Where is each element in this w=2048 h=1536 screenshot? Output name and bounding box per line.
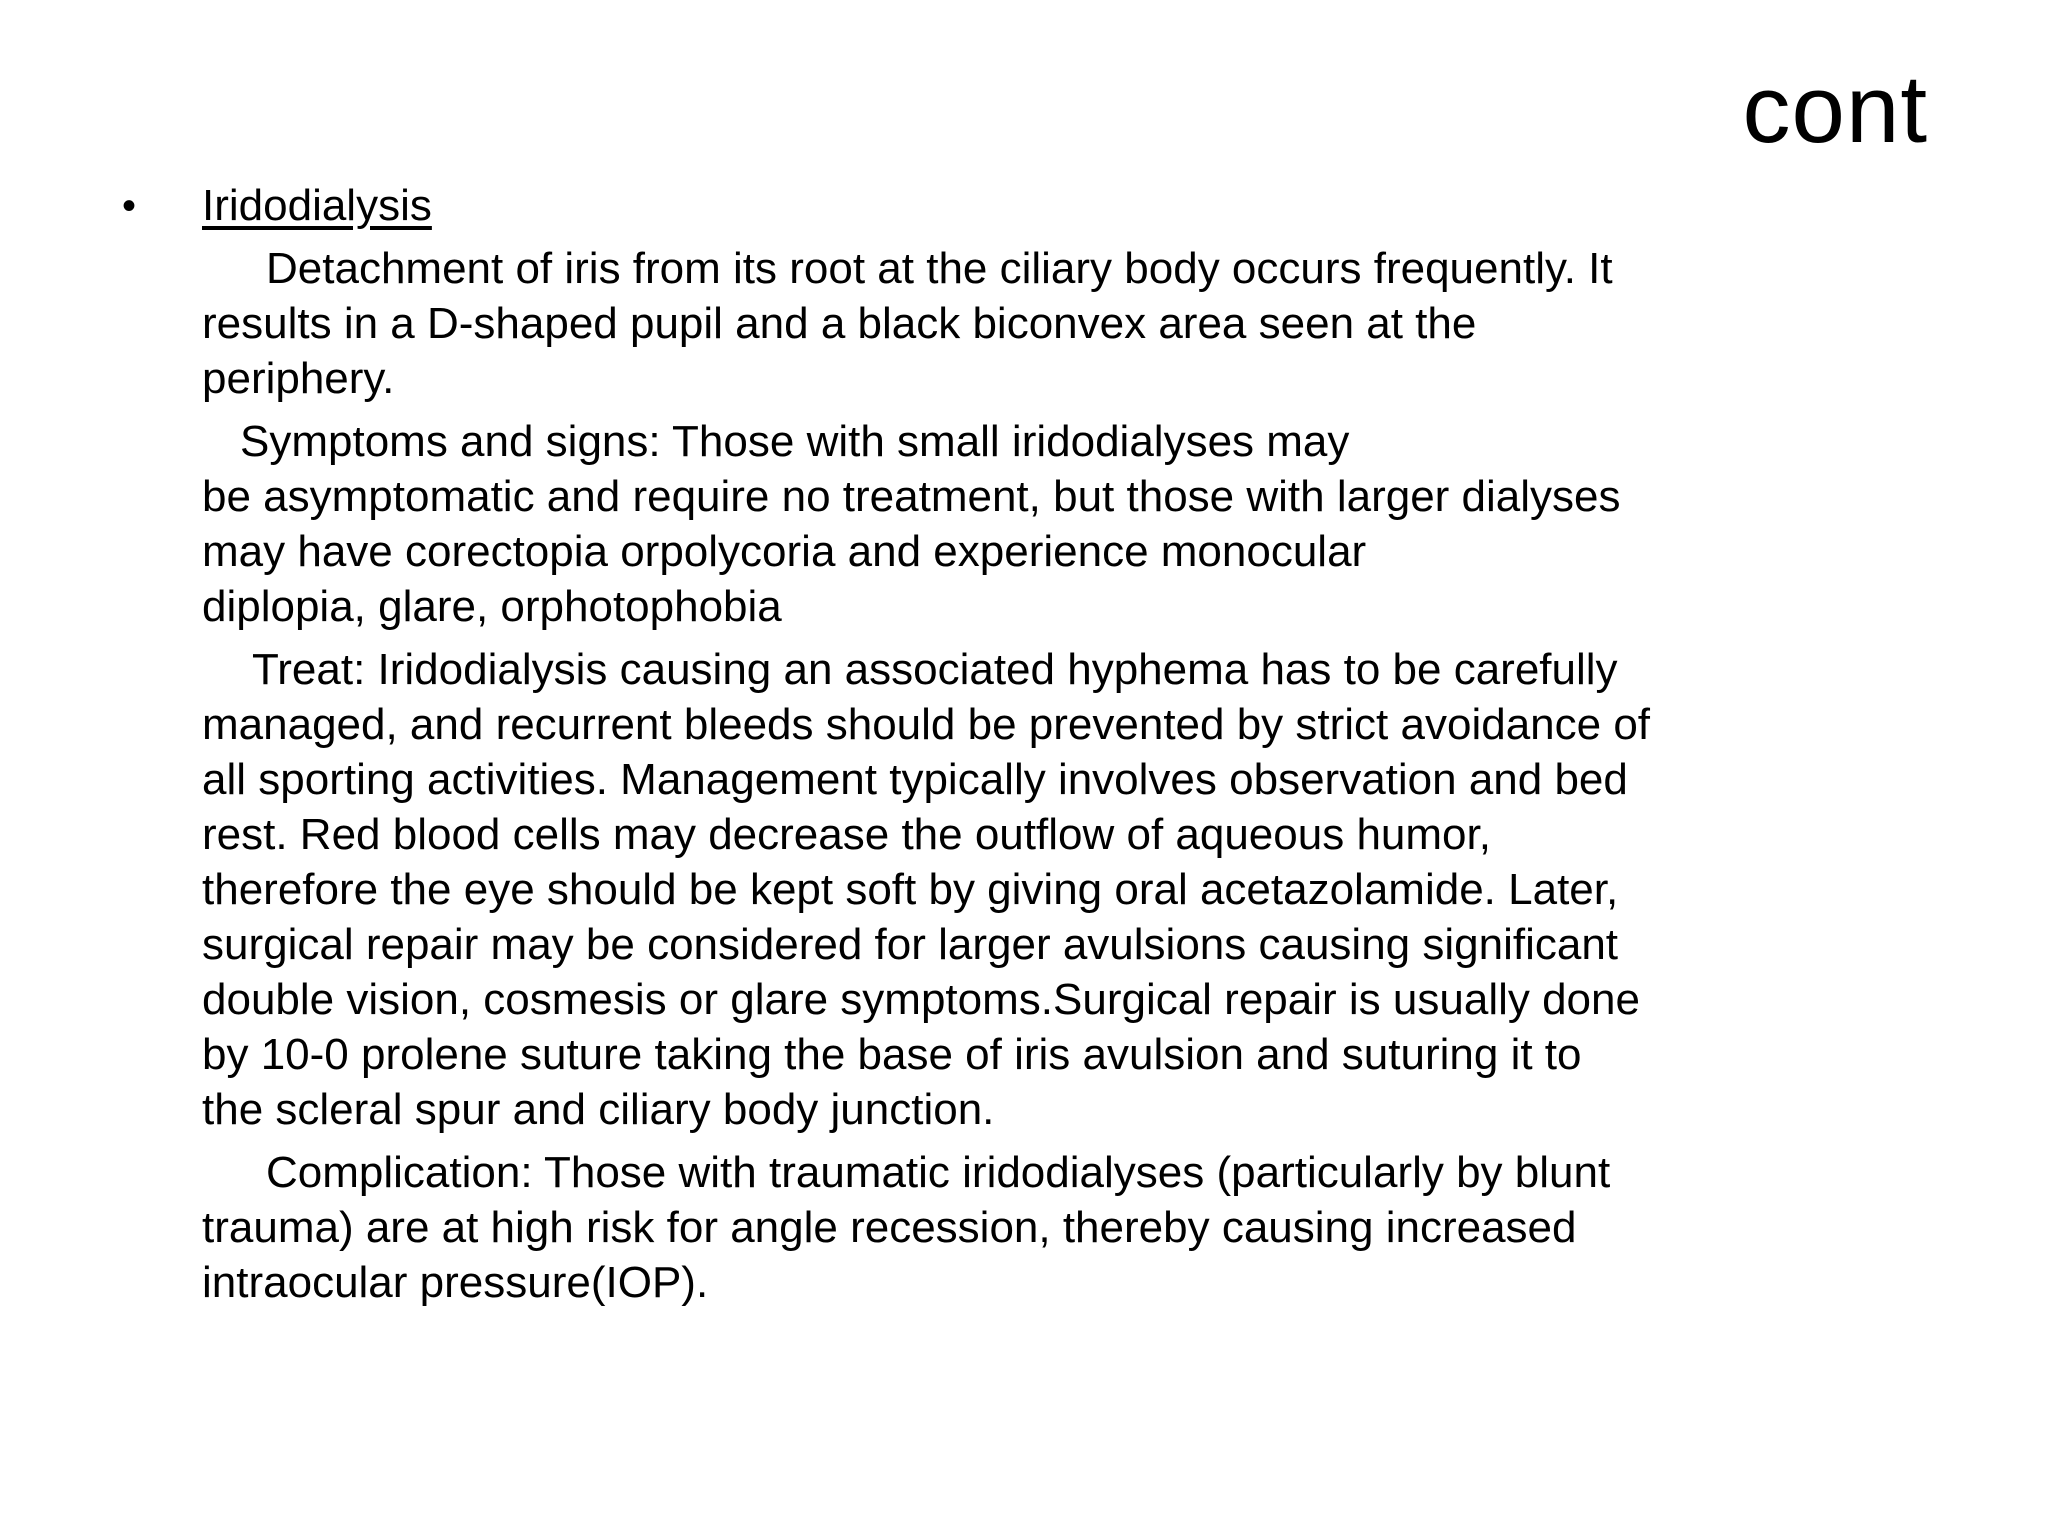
paragraph-line: diplopia, glare, orphotophobia (202, 582, 782, 631)
paragraph-line: results in a D-shaped pupil and a black biconvex area seen at the (202, 299, 1477, 348)
paragraph-line: Treat: Iridodialysis causing an associated hyphema has to be carefully (252, 645, 1618, 694)
paragraph-line: by 10-0 prolene suture taking the base of iris avulsion and suturing it to (202, 1030, 1582, 1079)
paragraph-line: surgical repair may be considered for larger avulsions causing significant (202, 920, 1619, 969)
paragraph-line: rest. Red blood cells may decrease the outflow of aqueous humor, (202, 810, 1491, 859)
paragraph-line: Complication: Those with traumatic iridodialyses (particularly by blunt (266, 1148, 1611, 1197)
paragraph-line: managed, and recurrent bleeds should be prevented by strict avoidance of (202, 700, 1651, 749)
paragraph-line: double vision, cosmesis or glare symptoms.Surgical repair is usually done (202, 975, 1640, 1024)
paragraph-line: Detachment of iris from its root at the ciliary body occurs frequently. It (266, 244, 1613, 293)
paragraph-line: trauma) are at high risk for angle recession, thereby causing increased (202, 1203, 1577, 1252)
bullet-marker: • (122, 184, 137, 228)
section-heading: Iridodialysis (202, 181, 432, 230)
paragraph-line: therefore the eye should be kept soft by giving oral acetazolamide. Later, (202, 865, 1619, 914)
paragraph-description (202, 241, 1942, 406)
slide-title: cont (1742, 56, 1928, 163)
paragraph-complication (202, 1145, 1942, 1310)
paragraph-line: all sporting activities. Management typically involves observation and bed (202, 755, 1628, 804)
paragraph-line: Symptoms and signs: Those with small iridodialyses may (240, 417, 1350, 466)
slide-body (202, 178, 1942, 1318)
paragraph-line: be asymptomatic and require no treatment, but those with larger dialyses (202, 472, 1621, 521)
paragraph-symptoms (202, 414, 1942, 634)
paragraph-line: the scleral spur and ciliary body junction. (202, 1085, 995, 1134)
paragraph-treatment (202, 642, 1942, 1137)
paragraph-line: may have corectopia orpolycoria and experience monocular (202, 527, 1367, 576)
paragraph-line: intraocular pressure(IOP). (202, 1258, 709, 1307)
paragraph-line: periphery. (202, 354, 395, 403)
